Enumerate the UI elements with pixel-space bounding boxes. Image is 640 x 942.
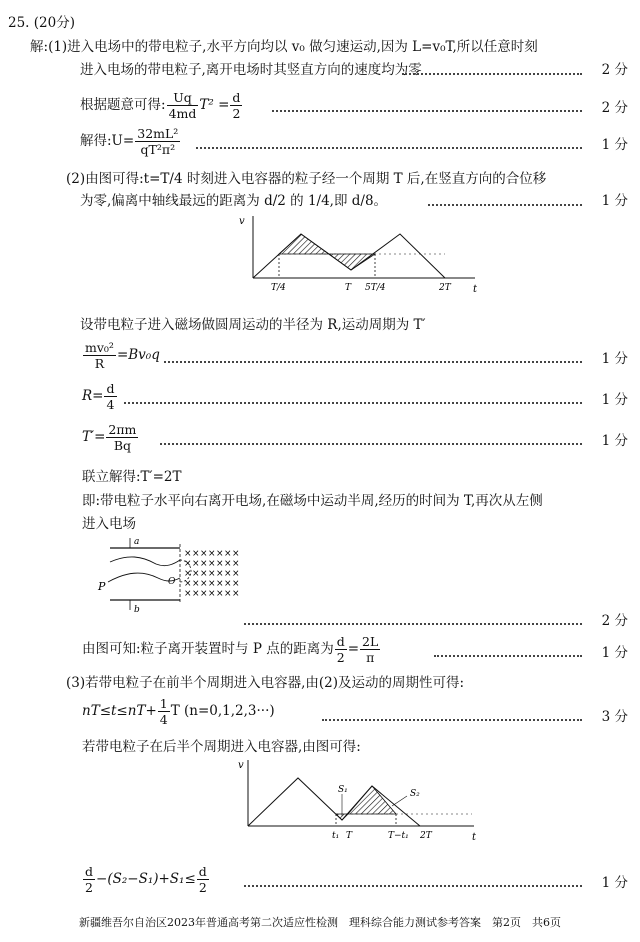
tick-label: T/4 [271,283,286,293]
eq6-prefix: 由图可知:粒子离开装置时与 P 点的距离为 [82,641,334,657]
eq5-fraction: $\frac{2\pi m}{Bq}$ [108,422,137,453]
field-mark: × [208,559,216,569]
part2-line6: 进入电场 [82,516,136,532]
tick-label: 2T [439,283,451,293]
field-mark: × [232,559,240,569]
label-a: a [134,537,140,547]
leader-dots [402,73,582,75]
leader-dots [322,719,582,721]
page-footer: 新疆维吾尔自治区2023年普通高考第二次适应性检测 理科综合能力测试参考答案 第2页 共6页 [79,916,561,929]
part3-eq8 [82,864,210,895]
field-mark: × [216,569,224,579]
part2-line3: 设带电粒子进入磁场做圆周运动的半径为 R,运动周期为 T′ [80,317,426,333]
part2-eq5 [82,422,139,453]
field-mark: × [200,579,208,589]
eq3-fraction: $\frac{\text{mv₀²}}{R}$ [85,340,114,371]
part3-line2: 若带电粒子在后半个周期进入电容器,由图可得: [82,739,361,755]
s2-pointer [392,796,407,806]
field-mark: × [232,589,240,599]
hatched-area-upper [279,234,329,254]
solution-label: 解: [30,39,49,55]
field-mark: × [192,579,200,589]
field-mark: × [200,569,208,579]
leader-dots [434,655,582,657]
field-diagram [92,534,242,614]
field-mark: × [192,549,200,559]
score-2d: 1 分 [601,433,628,449]
part1-eq2 [80,126,181,157]
velocity-time-graph-1 [235,210,485,300]
part2-eq6 [82,634,381,665]
part3-eq7 [82,696,275,727]
score-3b: 1 分 [601,875,628,891]
field-mark: × [184,579,192,589]
leader-dots [272,110,582,112]
leader-dots [196,147,582,149]
field-mark: × [200,559,208,569]
field-mark: × [184,549,192,559]
label-s2: S₂ [410,789,420,799]
velocity-time-graph-2 [232,756,482,848]
leader-dots [428,204,582,206]
score-2e: 2 分 [601,613,628,629]
field-mark: × [216,579,224,589]
part1-eq1 [80,90,243,121]
leader-dots [160,443,582,445]
eq1-prefix: 根据题意可得: [80,97,166,113]
field-mark: × [184,559,192,569]
part2-eq3 [82,340,160,371]
tick-label: 5T/4 [365,283,386,293]
tick-label: 2T [420,831,432,841]
field-mark: × [224,589,232,599]
field-mark: × [208,589,216,599]
eq6-mid: = [347,641,360,657]
field-mark: × [216,559,224,569]
score-1b: 2 分 [601,100,628,116]
score-2c: 1 分 [601,392,628,408]
field-mark: × [224,569,232,579]
eq8-mid: −(S₂−S₁)+S₁≤ [96,871,196,887]
eq7-part-b: T (n=0,1,2,3···) [170,703,275,719]
axis-label-t: t [472,832,477,843]
field-mark: × [184,589,192,599]
field-mark: × [208,579,216,589]
hatched-area-lower [329,254,375,270]
field-mark: × [192,589,200,599]
eq8-fraction-left: $\frac{d}{2}$ [85,864,94,895]
field-mark: × [208,569,216,579]
eq7-fraction: $\frac{1}{4}$ [159,696,168,727]
leader-dots [124,402,582,404]
score-2f: 1 分 [601,645,628,661]
part1-line1 [30,38,538,56]
eq5-lhs: T′= [82,429,106,445]
field-mark: × [224,559,232,569]
part1-line2: 进入电场的带电粒子,离开电场时其竖直方向的速度均为零 [80,62,422,78]
field-mark: × [200,589,208,599]
eq1-fraction: $\frac{Uq}{4md}$ [168,90,197,121]
velocity-curve [248,778,420,826]
field-mark: × [232,579,240,589]
field-mark: × [216,549,224,559]
eq1-rhs-fraction: $\frac{d}{2}$ [232,90,241,121]
field-mark: × [232,569,240,579]
eq8-fraction-right: $\frac{d}{2}$ [198,864,207,895]
score-1c: 1 分 [601,137,628,153]
label-s1: S₁ [338,785,348,795]
field-mark: × [184,569,192,579]
axis-label-v: v [238,760,244,771]
eq3-rhs: =Bv₀q [116,347,160,363]
part3-line1: (3)若带电粒子在前半个周期进入电容器,由(2)及运动的周期性可得: [66,675,465,691]
score-2b: 1 分 [601,351,628,367]
label-b: b [134,605,140,614]
part2-line5: 即:带电粒子水平向右离开电场,在磁场中运动半周,经历的时间为 T,再次从左侧 [82,493,543,509]
eq6-fraction: $\frac{d}{2}$ [336,634,345,665]
label-p: P [98,580,106,593]
question-score: (20分) [33,15,75,31]
label-o: O [168,577,176,587]
field-mark: × [224,579,232,589]
axis-label-t: t [473,284,478,295]
leader-dots [164,361,582,363]
field-mark: × [200,549,208,559]
field-mark: × [232,549,240,559]
part2-line2: 为零,偏离中轴线最远的距离为 d/2 的 1/4,即 d/8。 [80,193,388,209]
field-mark: × [208,549,216,559]
eq7-part-a: nT≤t≤nT+ [82,703,157,719]
part2-line1: (2)由图可得:t=T/4 时刻进入电容器的粒子经一个周期 T 后,在竖直方向的合位移 [66,171,547,187]
eq2-fraction: $\frac{\text{32mL²}}{\text{qT²π²}}$ [137,126,179,157]
part2-eq4 [82,381,118,412]
tick-label: t₁ [332,831,340,841]
score-2a: 1 分 [601,193,628,209]
part2-line4: 联立解得:T′=2T [82,469,182,485]
tick-label: T−t₁ [388,831,409,841]
magnetic-field-marks [184,549,240,599]
eq1-mid: T² = [199,97,230,113]
eq4-fraction: $\frac{d}{4}$ [106,381,115,412]
trajectory-upper [110,557,180,566]
leader-dots [244,885,582,887]
eq2-prefix: 解得:U= [80,133,135,149]
tick-label: T [346,831,353,841]
leader-dots [244,623,582,625]
field-mark: × [192,559,200,569]
tick-label: T [345,283,352,293]
eq6-rhs-fraction: $\frac{2L}{\pi}$ [362,634,379,665]
field-mark: × [224,549,232,559]
axis-label-v: v [239,216,245,227]
question-header [8,14,75,32]
field-mark: × [192,569,200,579]
field-mark: × [216,589,224,599]
question-number: 25. [8,15,30,31]
score-1a: 2 分 [601,62,628,78]
eq4-lhs: R= [82,388,104,404]
part1-text1: (1)进入电场中的带电粒子,水平方向均以 v₀ 做匀速运动,因为 L=v₀T,所以任意时刻 [48,39,538,55]
score-3a: 3 分 [601,709,628,725]
